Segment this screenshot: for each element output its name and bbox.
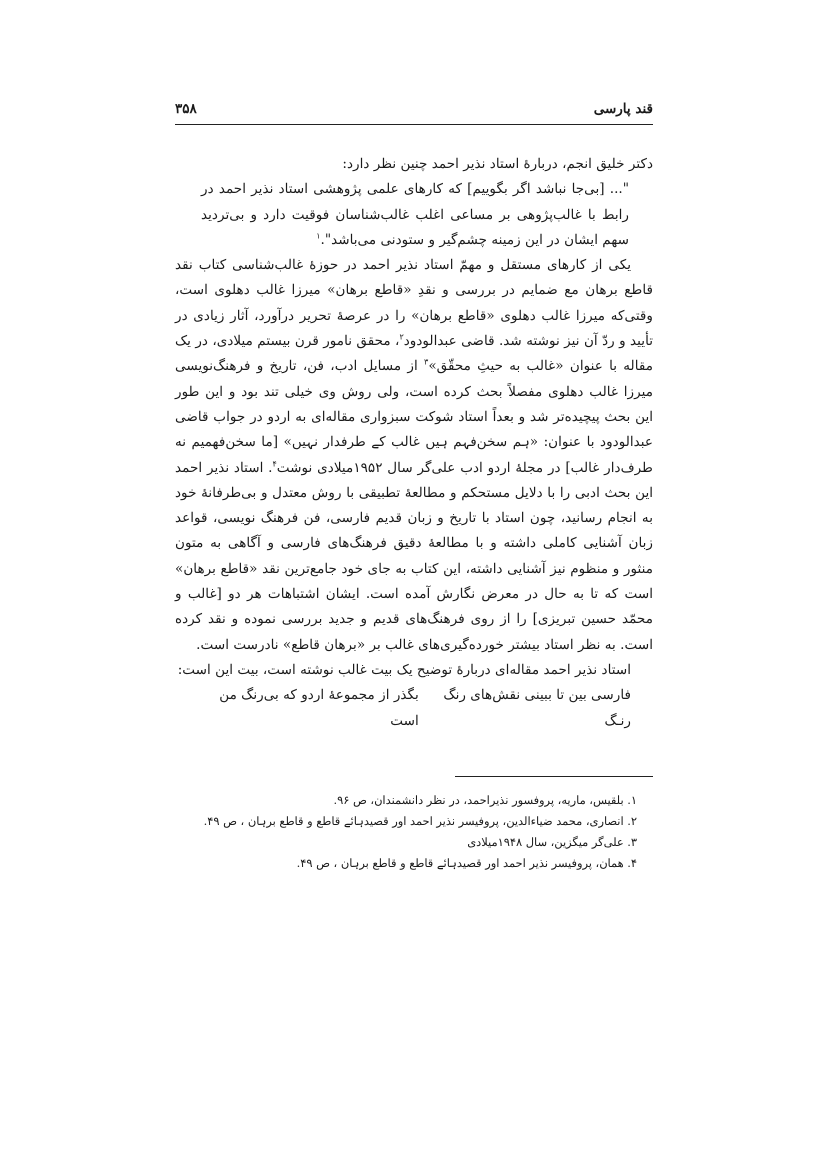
footnote-2: ۲. انصاری، محمد ضیاءالدین، پروفیسر نذیر احمد اور قصیدہائے قاطع و قاطع برہان ، ص ۴۹. — [203, 814, 637, 828]
paragraph-1-part-b: ، محقق نامور قرن بیستم میلادی، در یک مقاله با عنوان «غالب به حیثِ محقّق» — [175, 333, 653, 375]
page-number: ۳۵۸ — [175, 101, 197, 117]
header-rule — [175, 124, 653, 125]
verse-second-hemistich: بگذر از مجموعهٔ اردو که بی‌رنگ من است — [219, 687, 419, 729]
footnote-4: ۴. همان، پروفیسر نذیر احمد اور قصیدہائے قاطع و قاطع برہان ، ص ۴۹. — [296, 856, 637, 870]
footnote-rule — [455, 776, 653, 777]
footnote-ref-3: ۳ — [424, 357, 429, 367]
verse — [175, 683, 653, 734]
paragraph-2: استاد نذیر احمد مقاله‌ای دربارهٔ توضیح یک بیت غالب نوشته است، بیت این است: — [177, 661, 631, 678]
paragraph-1-part-d: . استاد نذیر احمد این بحث ادبی را با دلایل مستحکم و مطالعهٔ تطبیقی با روش معتدل و بی‌طرفانهٔ خود به انجام رسانید، چون استاد با تاریخ و زبان قدیم فارسی، فن فرهنگ نویسی، قواعد زبان آشنایی کاملی داشته و با مطالعهٔ دقیق فرهنگ‌های فارسی و آگاهی به متون منثور و منظوم نیز آشنایی داشته، این کتاب به جای خود جامع‌ترین نقد «قاطع برهان» است که تا به حال در معرض نگارش آمده است. ایشان اشتباهات هر دو [غالب و محمّد حسین تبریزی] را از روی فرهنگ‌های قدیم و جدید بررسی نموده و نقد کرده است. به نظر استاد بیشتر خورده‌گیری‌های غالب بر «برهان قاطع» نادرست است. — [175, 459, 653, 653]
main-text — [175, 152, 653, 734]
footnote-ref-2: ۲ — [399, 332, 404, 342]
paragraph-1 — [175, 253, 653, 658]
footnote-ref-1: ۱ — [316, 231, 321, 241]
footnote-ref-4: ۴ — [272, 459, 277, 469]
footnotes — [175, 790, 653, 874]
intro-line: دکتر خلیق انجم، دربارهٔ استاد نذیر احمد چنین نظر دارد: — [342, 156, 653, 172]
running-header — [175, 101, 653, 123]
verse-first-hemistich: فارسی بین تا ببینی نقش‌های رنگ رنـگ — [443, 687, 631, 729]
journal-title: قند پارسی — [593, 101, 653, 117]
paragraph-1-part-c: از مسایل ادب، فن، تاریخ و فرهنگ‌نویسی میرزا غالب دهلوی مفصلاً بحث کرده است، ولی روش وی خیلی تند بود و این طور این بحث پیچیده‌تر شد و بعداً استاد شوکت سبزواری مقاله‌ای به اردو در جواب قاضی عبدالودود با عنوان: «ہم سخن‌فہم ہیں غالب کے طرفدار نہیں» [ما سخن‌فهمیم نه طرف‌دار غالب] در مجلهٔ اردو ادب علی‌گر سال ۱۹۵۲میلادی نوشت — [175, 358, 653, 476]
footnote-3: ۳. علی‌گر میگزین، سال ۱۹۴۸میلادی — [467, 835, 637, 849]
footnote-1: ۱. بلقیس، ماریه، پروفسور نذیراحمد، در نظر دانشمندان، ص ۹۶. — [333, 793, 637, 807]
block-quote — [201, 177, 629, 253]
paragraph-1-part-a: یکی از کارهای مستقل و مهمّ استاد نذیر احمد در حوزهٔ غالب‌شناسی کتاب نقد قاطع برهان مع ضمایم در بررسی و نقدِ «قاطع برهان» میرزا غالب دهلوی است، وقتی‌که میرزا غالب دهلوی «قاطع برهان» را در عرصهٔ تحریر درآورد، آثار زیادی در تأیید و ردّ آن نیز نوشته شد. قاضی عبدالودود — [175, 257, 653, 350]
quote-text: "... [بی‌جا نباشد اگر بگوییم] که کارهای علمی پژوهشی استاد نذیر احمد در رابط با غالب‌پژوهی بر مساعی اغلب غالب‌شناسان فوقیت دارد و بی‌تردید سهم ایشان در این زمینه چشم‌گیر و ستودنی می‌باشد". — [201, 181, 629, 248]
